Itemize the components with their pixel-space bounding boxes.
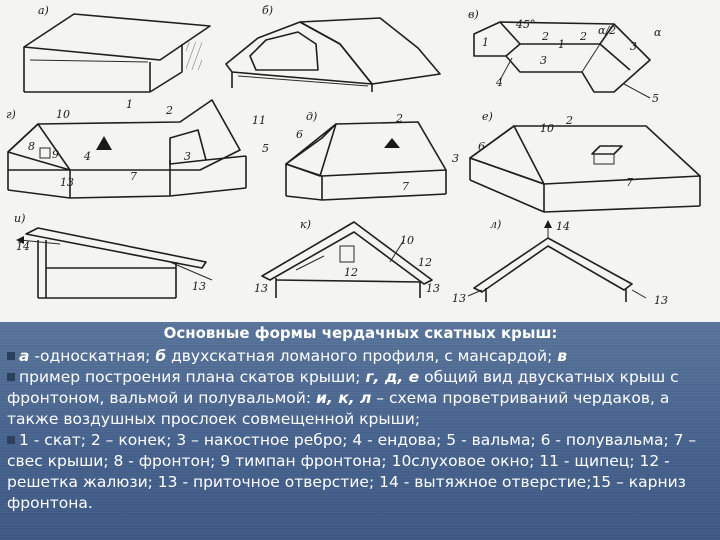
g-num-8: 8 <box>28 140 35 153</box>
v-num-3b: 3 <box>540 54 547 67</box>
k-num-10: 10 <box>400 234 414 247</box>
label-a: а) <box>38 4 49 17</box>
caption-general-text: общий вид двускатных крыш с фронтоном, вальмой и полувальмой: <box>7 368 679 407</box>
k-num-12b: 12 <box>418 256 432 269</box>
caption-k: к <box>338 389 349 407</box>
label-e: е) <box>482 110 493 123</box>
caption-e: е <box>408 368 420 386</box>
v-num-5: 5 <box>652 92 659 105</box>
g-num-10: 10 <box>56 108 70 121</box>
caption-l: л <box>360 389 372 407</box>
v-num-2a: 2 <box>542 30 549 43</box>
e-num-10: 10 <box>540 122 554 135</box>
bullet-square <box>7 436 15 444</box>
drawing-d-half-hip <box>286 110 446 200</box>
v-num-3a: 3 <box>630 40 637 53</box>
drawing-a-shed-roof <box>24 4 210 92</box>
label-l: л) <box>490 218 502 231</box>
caption-sep2: , <box>397 368 409 386</box>
k-num-12: 12 <box>344 266 358 279</box>
drawing-i-ventilation-shed <box>14 212 212 298</box>
caption-g: г <box>365 368 374 386</box>
g-num-4: 4 <box>84 150 91 163</box>
d-num-2: 2 <box>396 112 403 125</box>
g-num-3: 3 <box>184 150 191 163</box>
g-num-13: 13 <box>60 176 74 189</box>
g-num-11: 11 <box>252 114 266 127</box>
d-num-6: 6 <box>296 128 303 141</box>
v-num-2b: 2 <box>580 30 587 43</box>
caption-paragraph-plan <box>7 367 714 430</box>
v-num-1a: 1 <box>482 36 489 49</box>
label-k: к) <box>300 218 311 231</box>
caption-sep4: , <box>348 389 361 407</box>
l-num-13a: 13 <box>452 292 466 305</box>
drawing-e-hip-roof <box>452 110 700 212</box>
label-g: г) <box>6 108 16 121</box>
drawing-b-mansard-roof <box>226 4 440 92</box>
caption-a: а <box>19 347 30 365</box>
caption-a-text: -односкатная; <box>29 347 156 365</box>
caption-title: Основные формы чердачных скатных крыш: <box>163 324 558 342</box>
bullet-square <box>7 373 15 381</box>
caption-b: б <box>155 347 167 365</box>
caption-legend-text: 1 - скат; 2 – конек; 3 – накостное ребро; 4 - ендова; 5 - вальма; 6 - полувальма; 7 – свес крыши; 8 - фронтон; 9 тимпан фронтона; 10слуховое окно; 11 - щипец; 12 - решетка жалюзи; 13 - приточное отверстие; 14 - вытяжное отверстие;15 – карниз фронтона. <box>7 431 697 512</box>
i-num-13: 13 <box>192 280 206 293</box>
caption-ventilation-text: – схема проветриваний чердаков, а также воздушных прослоек совмещенной крыши; <box>7 389 670 428</box>
label-d: д) <box>306 110 318 123</box>
k-num-13b: 13 <box>426 282 440 295</box>
label-v: в) <box>468 8 479 21</box>
caption-sep1: , <box>373 368 385 386</box>
alpha-half-label: α/2 <box>598 24 617 37</box>
drawing-g-hip-and-gable <box>6 98 269 198</box>
e-num-6: 6 <box>478 140 485 153</box>
i-num-14: 14 <box>16 240 30 253</box>
drawing-k-ventilation-gable <box>254 218 440 298</box>
g-num-9: 9 <box>52 148 59 161</box>
label-i: и) <box>14 212 26 225</box>
g-num-5: 5 <box>262 142 269 155</box>
label-b: б) <box>262 4 274 17</box>
g-num-7: 7 <box>130 170 137 183</box>
l-num-13b: 13 <box>654 294 668 307</box>
drawing-l-vented-combined-roof <box>452 218 668 307</box>
caption-i: и <box>316 389 327 407</box>
v-num-1b: 1 <box>558 38 565 51</box>
caption-paragraph-types <box>7 346 714 367</box>
l-num-14: 14 <box>556 220 570 233</box>
bullet-square <box>7 352 15 360</box>
k-num-13a: 13 <box>254 282 268 295</box>
caption-plan-text: пример построения плана скатов крыши; <box>19 368 366 386</box>
g-num-2: 2 <box>166 104 173 117</box>
caption-v: в <box>557 347 568 365</box>
caption-d: д <box>384 368 398 386</box>
caption-panel <box>0 322 720 540</box>
drawing-v-roof-plan <box>468 8 662 105</box>
g-num-1: 1 <box>126 98 133 111</box>
caption-legend <box>7 430 714 514</box>
caption-sep3: , <box>326 389 339 407</box>
d-num-7: 7 <box>402 180 409 193</box>
e-num-3: 3 <box>452 152 459 165</box>
v-num-4: 4 <box>496 76 503 89</box>
e-num-2: 2 <box>566 114 573 127</box>
alpha-label: α <box>654 26 662 39</box>
e-num-7: 7 <box>626 176 633 189</box>
angle-45-label: 45° <box>516 18 536 31</box>
caption-b-text: двухскатная ломаного профиля, с мансардой; <box>166 347 558 365</box>
